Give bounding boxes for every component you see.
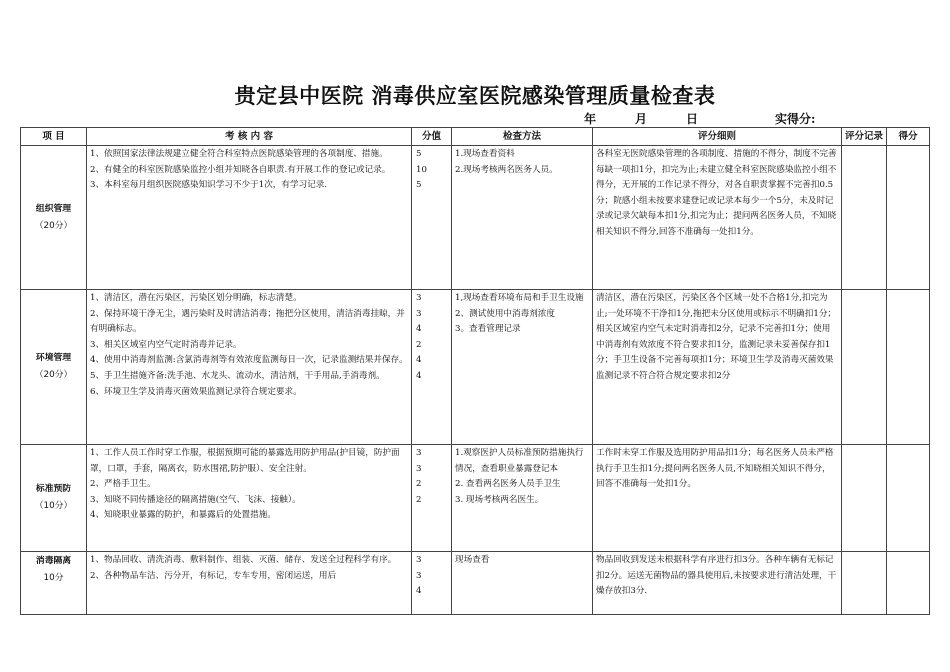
- content-line: 2、严格手卫生。: [90, 479, 156, 490]
- table-row: [21, 552, 930, 615]
- table-row: [21, 146, 930, 290]
- score-value: 3: [416, 293, 422, 303]
- score-value: 3: [416, 308, 422, 319]
- content-line: 2、保持环境干净无尘，遇污染时及时清洁消毒；拖把分区使用，清洁消毒挂晾，并有明确标志。: [90, 308, 405, 335]
- method-cell: [452, 290, 593, 445]
- content-line: 4、知晓职业暴露的防护，和暴露后的处置措施。: [90, 510, 276, 521]
- method-line: 3. 现场考核两名医生。: [455, 494, 544, 505]
- table-row: [21, 290, 930, 445]
- method-line: 3。查看管理记录: [455, 324, 521, 335]
- criteria-cell: 清洁区，潜在污染区，污染区各个区域一处不合格1分,扣完为止;一处环境不干净扣1分,拖把未分区使用或标示不明确扣1分；相关区域室内空气未定时消毒扣2分，记录不完善扣1分；使用中消毒剂有效浓度不符合要求扣1分，监测记录未妥善保存扣1分；手卫生设备不完善每项扣1分；环境卫生学及消毒灭菌效果监测记录不符合符合规定要求扣2分: [593, 290, 842, 445]
- item-name: 消毒隔离: [35, 556, 72, 566]
- result-cell[interactable]: [887, 552, 930, 615]
- content-line: 2、有健全的科室医院感染监控小组并知晓各自职责.有开展工作的登记或记录。: [90, 164, 391, 175]
- header-item: 项 目: [21, 128, 87, 146]
- criteria-cell: 各科室无医院感染管理的各项制度、措施的不得分，制度不完善每缺一项扣1分，扣完为止;未建立健全科室医院感染监控小组不得分，无开展的工作记录不得分，对各自职责掌握不完善扣0.5分；院感小组未按要求建登记或记录本每少一个5分，未及时记录或记录欠缺每本扣1分,扣完为止；提问两名医务人员，不知晓相关知识不得分,回答不准确每一处扣1分。: [593, 146, 842, 290]
- item-cell: [21, 445, 87, 552]
- date-month: 月: [635, 112, 648, 126]
- method-line: 2.现场考核两名医务人员。: [455, 164, 558, 175]
- header-score: 分值: [412, 128, 452, 146]
- content-line: 1、工作人员工作时穿工作服，根据预期可能的暴露选用防护用品(护目镜，防护面罩，口罩，手套，隔离衣，防水围裙,防护服）、安全注射。: [90, 448, 400, 474]
- method-line: 现场查看: [455, 555, 490, 565]
- item-points: 10分: [43, 573, 64, 583]
- content-line: 1、依照国家法律法规建立健全符合科室特点医院感染管理的各项制度、措施。: [90, 149, 388, 159]
- score-value: 5: [416, 149, 422, 159]
- score-cell: [412, 146, 452, 290]
- score-value: 3: [416, 555, 422, 565]
- inspection-table: [20, 127, 930, 615]
- header-result: 得分: [887, 128, 930, 146]
- content-cell: [87, 146, 412, 290]
- method-cell: [452, 445, 593, 552]
- score-value: 2: [416, 479, 422, 490]
- score-cell: [412, 552, 452, 615]
- record-cell[interactable]: [842, 290, 887, 445]
- score-value: 4: [416, 370, 422, 381]
- result-cell[interactable]: [887, 290, 930, 445]
- method-line: 2、测试使用中消毒剂浓度: [455, 308, 555, 319]
- score-value: 4: [416, 586, 422, 597]
- result-cell[interactable]: [887, 146, 930, 290]
- score-value: 10: [416, 164, 427, 175]
- content-line: 1、清洁区，潜在污染区，污染区划分明确，标志清楚。: [90, 293, 302, 303]
- date-line: [0, 110, 950, 126]
- score-value: 5: [416, 180, 422, 191]
- item-cell: [21, 290, 87, 445]
- record-cell[interactable]: [842, 445, 887, 552]
- header-content: 考 核 内 容: [87, 128, 412, 146]
- item-cell: [21, 146, 87, 290]
- result-cell[interactable]: [887, 445, 930, 552]
- score-value: 4: [416, 355, 422, 366]
- method-cell: [452, 146, 593, 290]
- content-line: 4、使用中消毒剂监测:含氯消毒剂等有效浓度监测每日一次，记录监测结果并保存。: [90, 355, 408, 366]
- table-row: [21, 445, 930, 552]
- content-line: 5、手卫生措施齐备:洗手池、水龙头、流动水，清洁剂，干手用品,手消毒剂。: [90, 370, 385, 381]
- item-points: （20分）: [34, 370, 73, 380]
- method-cell: [452, 552, 593, 615]
- criteria-cell: 工作时未穿工作服及选用防护用品扣1分；每名医务人员未严格执行手卫生扣1分;提问两名医务人员,不知晓相关知识不得分，回答不准确每一处扣1分。: [593, 445, 842, 552]
- score-value: 3: [416, 570, 422, 581]
- content-line: 3、相关区域室内空气定时消毒并记录。: [90, 339, 242, 350]
- method-line: 1.观察医护人员标准预防措施执行情况，查看职业暴露登记本: [455, 448, 584, 474]
- content-cell: [87, 290, 412, 445]
- score-value: 2: [416, 339, 422, 350]
- item-name: 标准预防: [35, 484, 72, 494]
- content-line: 3、本科室每月组织医院感染知识学习不少于1次，有学习记录.: [90, 180, 328, 191]
- content-line: 3、知晓不同传播途径的隔离措施(空气、飞沫、接触）。: [90, 494, 301, 505]
- criteria-cell: 物品回收到发送未根据科学有序进行扣3分。各种车辆有无标记扣2分。运送无菌物品的器具使用后,未按要求进行清洁处理，干燥存放扣3分.: [593, 552, 842, 615]
- content-line: 2、各种物品车洁、污分开，有标记，专车专用，密闭运送，用后: [90, 570, 337, 581]
- content-line: 6、环境卫生学及消毒灭菌效果监测记录符合规定要求。: [90, 386, 302, 397]
- method-line: 2. 查看两名医务人员手卫生: [455, 479, 561, 490]
- header-criteria: 评分细则: [593, 128, 842, 146]
- item-points: （20分）: [34, 220, 73, 231]
- header-method: 检查方法: [452, 128, 593, 146]
- content-line: 1、物品回收、清洗消毒、敷料制作、组装、灭菌、储存、发送全过程科学有序。: [90, 555, 397, 565]
- page-title: 贵定县中医院 消毒供应室医院感染管理质量检查表: [234, 84, 716, 108]
- header-record: 评分记录: [842, 128, 887, 146]
- item-name: 组织管理: [35, 203, 72, 214]
- score-value: 4: [416, 324, 422, 335]
- date-year: 年: [584, 112, 597, 126]
- score-cell: [412, 290, 452, 445]
- score-value: 3: [416, 448, 422, 458]
- content-cell: [87, 552, 412, 615]
- method-line: 1.现场查看资料: [455, 149, 515, 159]
- method-line: 1,现场查看环境布局和手卫生设施: [455, 293, 584, 303]
- item-cell: [21, 552, 87, 615]
- date-day: 日: [686, 112, 699, 126]
- item-name: 环境管理: [35, 353, 72, 363]
- item-points: （10分）: [34, 501, 73, 511]
- score-value: 3: [416, 463, 422, 474]
- table-header-row: [21, 128, 930, 146]
- score-cell: [412, 445, 452, 552]
- score-label: 实得分:: [775, 112, 816, 126]
- score-value: 2: [416, 494, 422, 505]
- record-cell[interactable]: [842, 552, 887, 615]
- record-cell[interactable]: [842, 146, 887, 290]
- content-cell: [87, 445, 412, 552]
